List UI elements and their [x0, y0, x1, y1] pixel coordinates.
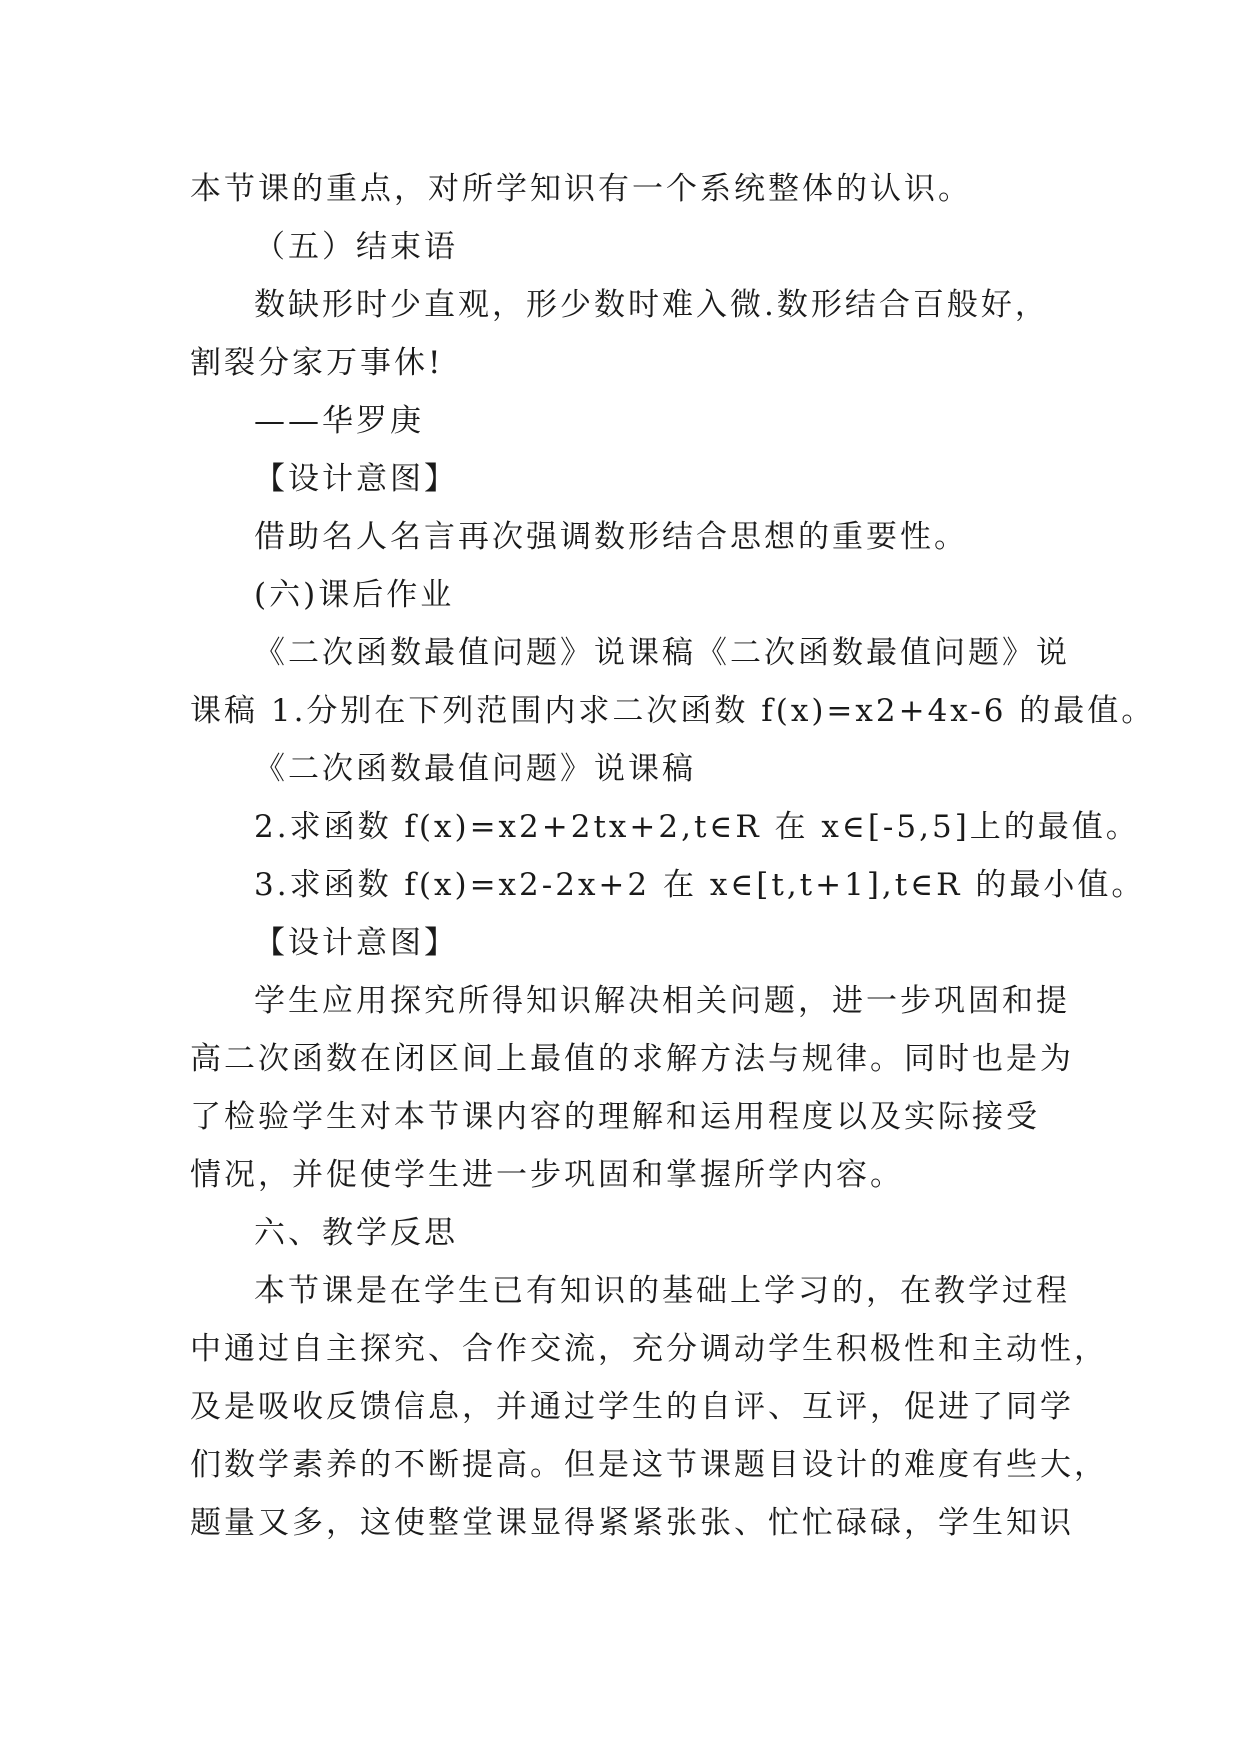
text-line: 六、教学反思 — [254, 1215, 458, 1251]
text-line: 2.求函数 f(x)=x2+2tx+2,t∈R 在 x∈[-5,5]上的最值。 — [254, 809, 1140, 845]
text-line: 【设计意图】 — [254, 461, 458, 497]
text-line: 情况，并促使学生进一步巩固和掌握所学内容。 — [190, 1157, 904, 1193]
text-line: 【设计意图】 — [254, 925, 458, 961]
text-line: 及是吸收反馈信息，并通过学生的自评、互评，促进了同学 — [190, 1389, 1074, 1425]
text-line: 中通过自主探究、合作交流，充分调动学生积极性和主动性， — [190, 1331, 1108, 1367]
text-line: 本节课是在学生已有知识的基础上学习的，在教学过程 — [254, 1273, 1070, 1309]
text-line: 们数学素养的不断提高。但是这节课题目设计的难度有些大， — [190, 1447, 1108, 1483]
text-line: 《二次函数最值问题》说课稿《二次函数最值问题》说 — [254, 635, 1070, 671]
text-line: 学生应用探究所得知识解决相关问题，进一步巩固和提 — [254, 983, 1070, 1019]
text-line: (六)课后作业 — [254, 577, 455, 613]
document-body — [190, 160, 1156, 1552]
text-line: 割裂分家万事休! — [190, 345, 444, 381]
text-line: ——华罗庚 — [254, 403, 424, 439]
text-line: 数缺形时少直观，形少数时难入微.数形结合百般好， — [254, 287, 1049, 323]
text-line: 高二次函数在闭区间上最值的求解方法与规律。同时也是为 — [190, 1041, 1074, 1077]
text-line: 课稿 1.分别在下列范围内求二次函数 f(x)=x2+4x-6 的最值。 — [190, 693, 1156, 729]
text-line: 3.求函数 f(x)=x2-2x+2 在 x∈[t,t+1],t∈R 的最小值。 — [254, 867, 1146, 903]
text-line: 题量又多，这使整堂课显得紧紧张张、忙忙碌碌，学生知识 — [190, 1505, 1074, 1541]
text-line: （五）结束语 — [254, 229, 458, 265]
text-line: 《二次函数最值问题》说课稿 — [254, 751, 696, 787]
text-line: 本节课的重点，对所学知识有一个系统整体的认识。 — [190, 171, 972, 207]
text-line: 借助名人名言再次强调数形结合思想的重要性。 — [254, 519, 968, 555]
text-line: 了检验学生对本节课内容的理解和运用程度以及实际接受 — [190, 1099, 1040, 1135]
